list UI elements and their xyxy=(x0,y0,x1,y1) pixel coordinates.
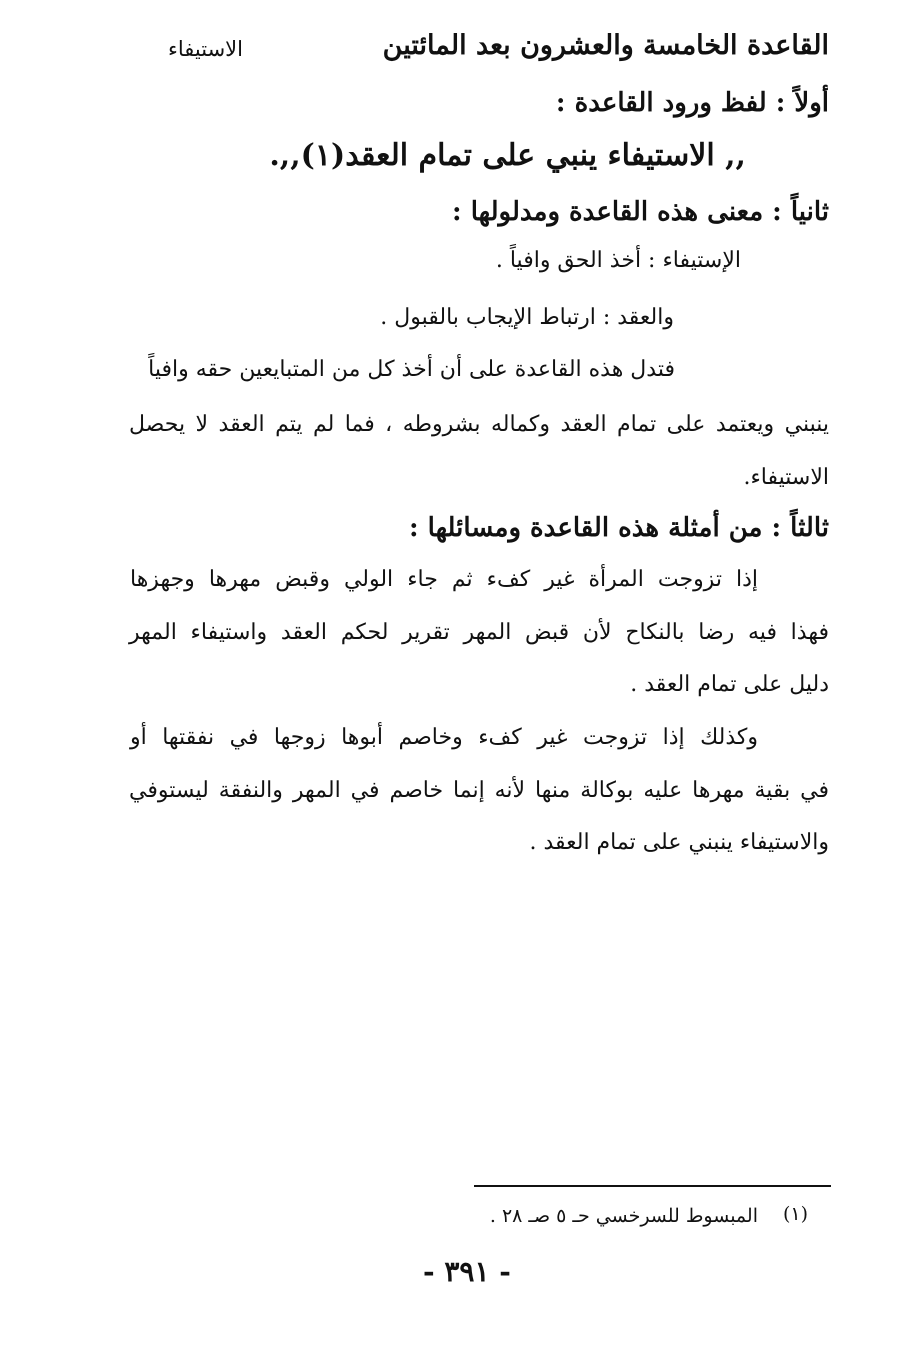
definition-istifa: الإستيفاء : أخذ الحق وافياً . xyxy=(495,248,741,273)
chapter-title: القاعدة الخامسة والعشرون بعد المائتين xyxy=(382,30,829,61)
example-paragraph-line: دليل على تمام العقد . xyxy=(630,672,829,697)
example-paragraph-line: وكذلك إذا تزوجت غير كفء وخاصم أبوها زوجها في نفقتها أو xyxy=(130,725,758,750)
footnote-marker: (١) xyxy=(782,1203,808,1225)
footnote-text: المبسوط للسرخسي حـ ٥ صـ ٢٨ . xyxy=(489,1205,758,1227)
meaning-paragraph-line: فتدل هذه القاعدة على أن أخذ كل من المتبايعين حقه وافياً xyxy=(148,357,675,382)
definition-aqd: والعقد : ارتباط الإيجاب بالقبول . xyxy=(380,305,674,330)
section-heading-examples: ثالثاً : من أمثلة هذه القاعدة ومسائلها : xyxy=(409,513,829,543)
meaning-paragraph-line: ينبني ويعتمد على تمام العقد وكماله بشروطه ، فما لم يتم العقد لا يحصل xyxy=(129,412,829,437)
footnote-divider xyxy=(474,1185,831,1187)
meaning-paragraph-line: الاستيفاء. xyxy=(743,465,829,490)
running-title: الاستيفاء xyxy=(168,37,243,61)
page-number: - ٣٩١ - xyxy=(423,1255,511,1288)
example-paragraph-line: فهذا فيه رضا بالنكاح لأن قبض المهر تقرير لحكم العقد واستيفاء المهر xyxy=(129,620,829,645)
example-paragraph-line: في بقية مهرها عليه بوكالة منها لأنه إنما خاصم في المهر والنفقة ليستوفي xyxy=(129,778,829,803)
example-paragraph-line: والاستيفاء ينبني على تمام العقد . xyxy=(529,830,829,855)
section-heading-wording: أولاً : لفظ ورود القاعدة : xyxy=(555,88,829,118)
section-heading-meaning: ثانياً : معنى هذه القاعدة ومدلولها : xyxy=(452,197,829,227)
example-paragraph-line: إذا تزوجت المرأة غير كفء ثم جاء الولي وقبض مهرها وجهزها xyxy=(130,567,758,592)
rule-statement: ,, الاستيفاء ينبي على تمام العقد(١),,. xyxy=(269,138,746,173)
